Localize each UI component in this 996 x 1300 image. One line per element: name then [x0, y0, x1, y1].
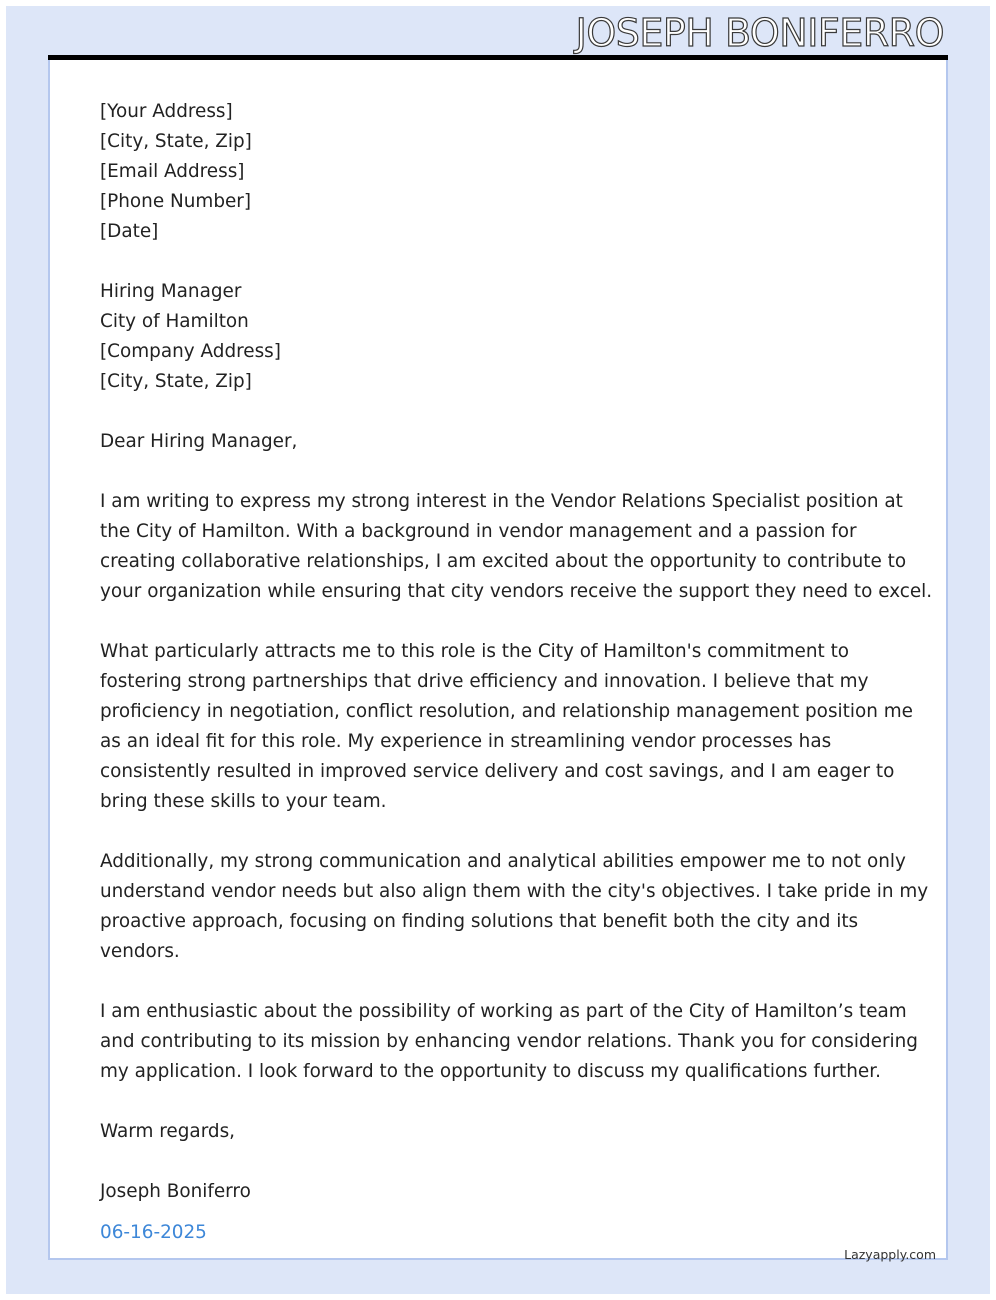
recipient-block	[100, 277, 900, 397]
salutation	[100, 427, 900, 457]
paragraph-line: What particularly attracts me to this role is the City of Hamilton's commitment to	[100, 641, 850, 662]
sender-block	[100, 97, 900, 247]
paragraph-line: the City of Hamilton. With a background in vendor management and a passion for	[100, 521, 857, 542]
paragraph-line: my application. I look forward to the opportunity to discuss my qualifications further.	[100, 1061, 881, 1082]
paragraph-line: I am writing to express my strong interest in the Vendor Relations Specialist position at	[100, 491, 903, 512]
paragraph-1	[100, 487, 933, 607]
closing	[100, 1117, 900, 1147]
recipient-city-state-zip: [City, State, Zip]	[100, 371, 252, 392]
paragraph-3	[100, 847, 929, 967]
sender-city-state-zip: [City, State, Zip]	[100, 131, 252, 152]
paragraph-line: your organization while ensuring that city vendors receive the support they need to excel.	[100, 581, 933, 602]
recipient-address: [Company Address]	[100, 341, 281, 362]
paragraph-line: proactive approach, focusing on finding solutions that benefit both the city and its	[100, 911, 859, 932]
sender-date: [Date]	[100, 221, 159, 242]
sender-address: [Your Address]	[100, 101, 233, 122]
paragraph-line: Additionally, my strong communication and analytical abilities empower me to not only	[100, 851, 906, 872]
signed-date: 06-16-2025	[100, 1222, 207, 1243]
paragraph-line: understand vendor needs but also align them with the city's objectives. I take pride in my	[100, 881, 929, 902]
paragraph-line: as an ideal fit for this role. My experience in streamlining vendor processes has	[100, 731, 832, 752]
paragraph-line: consistently resulted in improved service delivery and cost savings, and I am eager to	[100, 761, 895, 782]
paragraph-line: bring these skills to your team.	[100, 791, 387, 812]
signature	[100, 1177, 900, 1207]
sender-email: [Email Address]	[100, 161, 245, 182]
salutation-text: Dear Hiring Manager,	[100, 431, 298, 452]
recipient-title: Hiring Manager	[100, 281, 242, 302]
closing-text: Warm regards,	[100, 1121, 236, 1142]
letter-body	[100, 97, 933, 1207]
sender-phone: [Phone Number]	[100, 191, 252, 212]
paragraph-line: proficiency in negotiation, conflict resolution, and relationship management position me	[100, 701, 913, 722]
paragraph-line: creating collaborative relationships, I am excited about the opportunity to contribute to	[100, 551, 907, 572]
header-name: JOSEPH BONIFERRO	[575, 11, 944, 55]
paragraph-2	[100, 637, 913, 817]
paragraph-line: I am enthusiastic about the possibility of working as part of the City of Hamilton’s team	[100, 1001, 907, 1022]
signature-name: Joseph Boniferro	[100, 1181, 251, 1202]
watermark: Lazyapply.com	[844, 1247, 936, 1262]
paragraph-4	[100, 997, 918, 1087]
paragraph-line: vendors.	[100, 941, 180, 962]
recipient-organization: City of Hamilton	[100, 311, 249, 332]
paragraph-line: fostering strong partnerships that drive efficiency and innovation. I believe that my	[100, 671, 869, 692]
paragraph-line: and contributing to its mission by enhancing vendor relations. Thank you for considering	[100, 1031, 918, 1052]
